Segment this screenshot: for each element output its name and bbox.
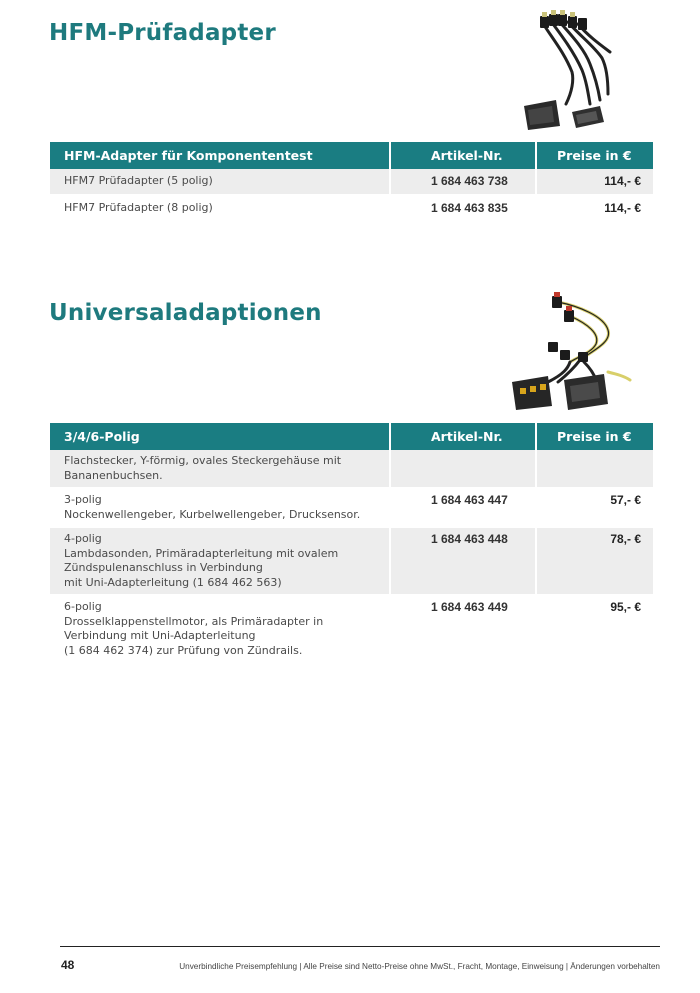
product-description: 4-polig Lambdasonden, Primäradapterleitung mit ovalem Zündspulenanschluss in Verbindung mit Uni-Adapterleitung (1 684 462 563) — [50, 528, 389, 596]
column-header-article-number: Artikel-Nr. — [391, 142, 535, 169]
article-number: 1 684 463 835 — [391, 196, 535, 222]
hfm-price-table — [48, 142, 655, 221]
table-row — [50, 196, 653, 222]
table-row — [50, 450, 653, 489]
footer-disclaimer: Unverbindliche Preisempfehlung | Alle Preise sind Netto-Preise ohne MwSt., Fracht, Montage, Einweisung | Änderungen vorbehalten — [179, 962, 660, 971]
price-value: 95,- € — [537, 596, 653, 664]
column-header-article-number: Artikel-Nr. — [391, 423, 535, 450]
column-header-description: HFM-Adapter für Komponententest — [50, 142, 389, 169]
product-description: 3-polig Nockenwellengeber, Kurbelwellengeber, Drucksensor. — [50, 489, 389, 528]
table-row — [50, 596, 653, 664]
price-value: 78,- € — [537, 528, 653, 596]
table-row — [50, 489, 653, 528]
price-value: 114,- € — [537, 196, 653, 222]
price-value: 114,- € — [537, 169, 653, 196]
table-row — [50, 169, 653, 196]
article-number: 1 684 463 448 — [391, 528, 535, 596]
table-header-row — [50, 142, 653, 169]
price-value: 57,- € — [537, 489, 653, 528]
product-description: 6-polig Drosselklappenstellmotor, als Primäradapter in Verbindung mit Uni-Adapterleitung (1 684 462 374) zur Prüfung von Zündrails. — [50, 596, 389, 664]
cable-adapter-image-hfm — [512, 8, 622, 130]
table-row — [50, 528, 653, 596]
product-description: HFM7 Prüfadapter (5 polig) — [50, 169, 389, 196]
article-number: 1 684 463 738 — [391, 169, 535, 196]
footer-divider — [60, 946, 660, 947]
page-number: 48 — [61, 958, 75, 972]
article-number — [391, 450, 535, 489]
product-description: Flachstecker, Y-förmig, ovales Steckergehäuse mit Bananenbuchsen. — [50, 450, 389, 489]
article-number: 1 684 463 447 — [391, 489, 535, 528]
column-header-price: Preise in € — [537, 423, 653, 450]
cable-adapter-image-universal — [508, 290, 632, 414]
column-header-description: 3/4/6-Polig — [50, 423, 389, 450]
product-description: HFM7 Prüfadapter (8 polig) — [50, 196, 389, 222]
table-header-row — [50, 423, 653, 450]
article-number: 1 684 463 449 — [391, 596, 535, 664]
section-title-hfm: HFM-Prüfadapter — [49, 20, 276, 46]
price-value — [537, 450, 653, 489]
column-header-price: Preise in € — [537, 142, 653, 169]
universal-price-table — [48, 423, 655, 664]
section-title-universal: Universaladaptionen — [49, 300, 322, 326]
